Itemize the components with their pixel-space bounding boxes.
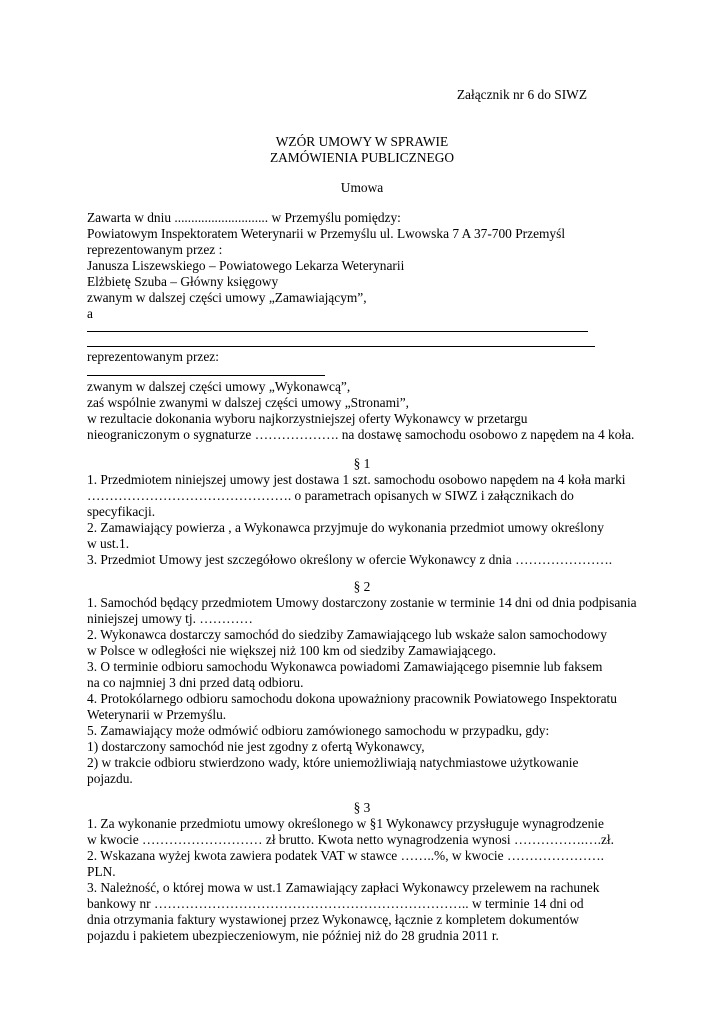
section-3-line: w kwocie ……………………… zł brutto. Kwota netto wynagrodzenia wynosi …………….….zł. [87, 832, 614, 847]
section-1-line: ………………………………………. o parametrach opisanych w SIWZ i załącznikach do [87, 488, 574, 503]
parties-line: a [87, 306, 93, 321]
section-2-line: 2) w trakcie odbioru stwierdzono wady, które uniemożliwiają natychmiastowe użytkowanie [87, 755, 579, 770]
section-2-line: 4. Protokólarnego odbioru samochodu dokona upoważniony pracownik Powiatowego Inspektoratu [87, 691, 617, 706]
section-1-heading: § 1 [353, 456, 371, 471]
section-1-line: 3. Przedmiot Umowy jest szczegółowo określony w ofercie Wykonawcy z dnia …………………. [87, 552, 613, 567]
section-2-line: 5. Zamawiający może odmówić odbioru zamówionego samochodu w przypadku, gdy: [87, 723, 550, 738]
blank-fill-line [87, 346, 595, 347]
parties-line: nieograniczonym o sygnaturze ………………. na dostawę samochodu osobowo z napędem na 4 koła. [87, 427, 635, 442]
parties-line: zwanym w dalszej części umowy „Zamawiającym”, [87, 290, 367, 305]
title-line-2: ZAMÓWIENIA PUBLICZNEGO [269, 150, 455, 165]
attachment-label: Załącznik nr 6 do SIWZ [456, 87, 587, 102]
parties-line: w rezultacie dokonania wyboru najkorzystniejszej oferty Wykonawcy w przetargu [87, 411, 528, 426]
section-2-line: 1) dostarczony samochód nie jest zgodny z ofertą Wykonawcy, [87, 739, 425, 754]
title-line-1: WZÓR UMOWY W SPRAWIE [275, 134, 449, 149]
parties-line: zaś wspólnie zwanymi w dalszej części umowy „Stronami”, [87, 395, 410, 410]
section-2-line: na co najmniej 3 dni przed datą odbioru. [87, 675, 304, 690]
parties-line: reprezentowanym przez : [87, 242, 223, 257]
section-2-line: 1. Samochód będący przedmiotem Umowy dostarczony zostanie w terminie 14 dni od dnia podpisania [87, 595, 637, 610]
section-2-line: Weterynarii w Przemyślu. [87, 707, 227, 722]
blank-fill-line [87, 375, 325, 376]
section-2-line: 3. O terminie odbioru samochodu Wykonawca powiadomi Zamawiającego pisemnie lub faksem [87, 659, 603, 674]
section-3-heading: § 3 [353, 800, 371, 815]
section-3-line: 1. Za wykonanie przedmiotu umowy określonego w §1 Wykonawcy przysługuje wynagrodzenie [87, 816, 604, 831]
blank-fill-line [87, 331, 588, 332]
section-1-line: 1. Przedmiotem niniejszej umowy jest dostawa 1 szt. samochodu osobowo napędem na 4 koła marki [87, 472, 626, 487]
section-2-line: pojazdu. [87, 771, 133, 786]
representative-label: reprezentowanym przez: [87, 349, 219, 364]
parties-line: zwanym w dalszej części umowy „Wykonawcą”, [87, 379, 351, 394]
section-2-heading: § 2 [353, 579, 371, 594]
section-2-line: w Polsce w odległości nie większej niż 100 km od siedziby Zamawiającego. [87, 643, 497, 658]
parties-line: Janusza Liszewskiego – Powiatowego Lekarza Weterynarii [87, 258, 405, 273]
section-1-line: specyfikacji. [87, 504, 156, 519]
section-3-line: 3. Należność, o której mowa w ust.1 Zamawiający zapłaci Wykonawcy przelewem na rachunek [87, 880, 600, 895]
section-2-line: 2. Wykonawca dostarczy samochód do siedziby Zamawiającego lub wskaże salon samochodowy [87, 627, 607, 642]
section-3-line: PLN. [87, 864, 116, 879]
section-3-line: pojazdu i pakietem ubezpieczeniowym, nie później niż do 28 grudnia 2011 r. [87, 928, 499, 943]
parties-line: Powiatowym Inspektoratem Weterynarii w Przemyślu ul. Lwowska 7 A 37-700 Przemyśl [87, 226, 566, 241]
parties-line: Elżbietę Szuba – Główny księgowy [87, 274, 279, 289]
section-1-line: w ust.1. [87, 536, 130, 551]
section-3-line: 2. Wskazana wyżej kwota zawiera podatek VAT w stawce ……..%, w kwocie …………………. [87, 848, 605, 863]
document-subtitle: Umowa [340, 180, 384, 195]
section-2-line: niniejszej umowy tj. ………… [87, 611, 253, 626]
parties-line: Zawarta w dniu ............................ w Przemyślu pomiędzy: [87, 210, 401, 225]
section-3-line: bankowy nr …………………………………………………………….. w terminie 14 dni od [87, 896, 584, 911]
section-3-line: dnia otrzymania faktury wystawionej przez Wykonawcę, łącznie z kompletem dokumentów [87, 912, 579, 927]
section-1-line: 2. Zamawiający powierza , a Wykonawca przyjmuje do wykonania przedmiot umowy określony [87, 520, 604, 535]
